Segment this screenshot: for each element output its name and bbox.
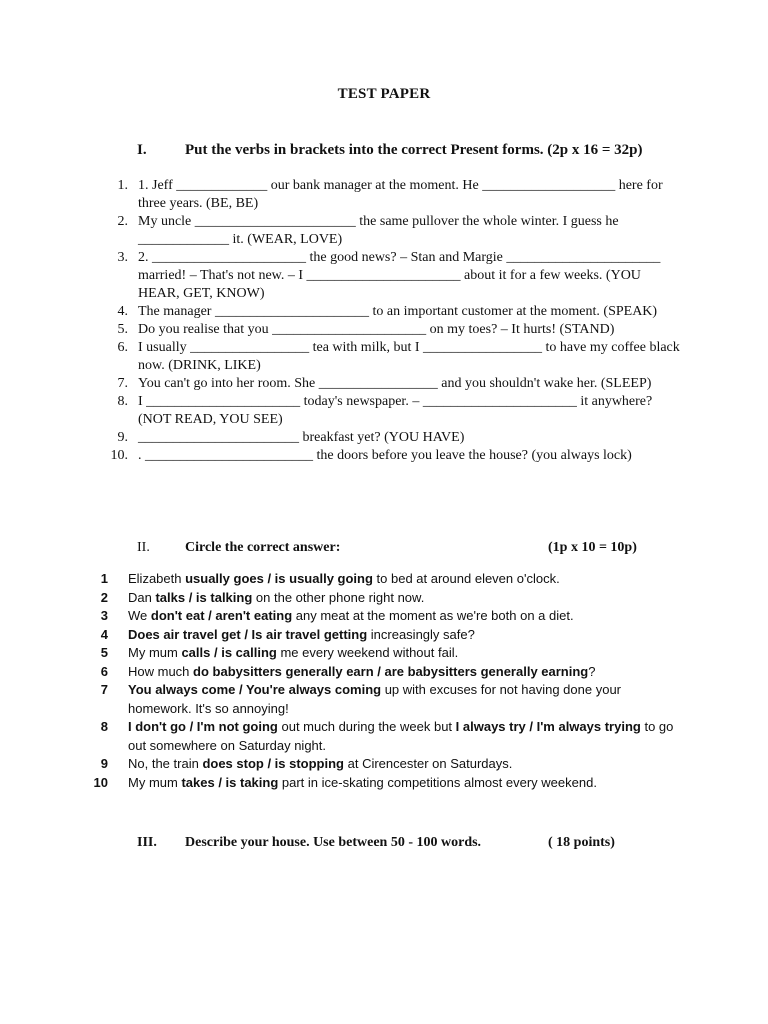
question-number: 10: [93, 774, 108, 790]
exercise-item: [100, 429, 685, 447]
answer-options[interactable]: does stop / is stopping: [202, 756, 344, 771]
exercise-item: [100, 303, 685, 321]
item-number: 5 .: [100, 321, 128, 339]
section-3-instruction: Describe your house. Use between 50 - 100 words.: [185, 835, 482, 850]
item-text: I ______________________ today's newspaper. – ______________________ it anywhere? (NOT READ, YOU SEE): [138, 394, 653, 427]
question-number: 1: [100, 571, 108, 586]
answer-options[interactable]: don't eat / aren't eating: [150, 608, 293, 623]
answer-options[interactable]: I don't go / I'm not going: [128, 719, 278, 734]
question-number: 8: [100, 719, 108, 734]
answer-options[interactable]: takes / is taking: [181, 774, 279, 790]
section-1-list: [100, 177, 685, 465]
question-text: We: [128, 608, 151, 623]
section-2-number: II.: [137, 540, 150, 555]
question-item: [80, 663, 680, 682]
answer-options[interactable]: Does air travel get / Is air travel getting: [128, 626, 368, 642]
question-item: [80, 774, 680, 793]
question-text: My mum: [128, 774, 182, 790]
item-text: Do you realise that you ______________________ on my toes? – It hurts! (STAND): [138, 322, 615, 337]
exercise-item: [100, 213, 685, 249]
exercise-item: [100, 375, 685, 393]
question-text: to go out somewhere on Saturday night.: [128, 719, 674, 753]
item-text: _______________________ breakfast yet? (YOU HAVE): [138, 430, 465, 445]
answer-options[interactable]: talks / is talking: [155, 589, 253, 605]
item-text: You can't go into her room. She _________________ and you shouldn't wake her. (SLEEP): [138, 376, 652, 391]
question-text: on the other phone right now.: [252, 589, 425, 605]
question-number: 6: [100, 663, 108, 679]
page-title: TEST PAPER: [337, 86, 431, 102]
question-item: [80, 626, 680, 645]
question-item: [80, 570, 680, 589]
item-text: My uncle _______________________ the same pullover the whole winter. I guess he _____________ it. (WEAR, LOVE): [138, 214, 619, 247]
item-text: 1. Jeff _____________ our bank manager at the moment. He ___________________ here for three years. (BE, BE): [138, 178, 663, 211]
exercise-item: [100, 177, 685, 213]
question-item: [80, 589, 680, 608]
question-number: 2: [100, 589, 108, 605]
exercise-item: [100, 249, 685, 303]
item-number: 7 .: [100, 375, 128, 393]
question-item: [80, 681, 680, 718]
question-text: up with excuses for not having done your homework. It's so annoying!: [128, 682, 622, 716]
question-number: 3: [100, 608, 108, 623]
exercise-item: [100, 321, 685, 339]
question-text: No, the train: [128, 756, 203, 771]
section-1-instruction: Put the verbs in brackets into the correct Present forms. (2p x 16 = 32p): [185, 142, 643, 158]
question-text: Elizabeth: [128, 571, 186, 586]
question-number: 9: [100, 756, 108, 771]
answer-options[interactable]: do babysitters generally earn / are babysitters generally earning: [193, 663, 589, 679]
question-number: 4: [100, 626, 108, 642]
answer-options[interactable]: You always come / You're always coming: [128, 682, 382, 697]
item-number: 9 .: [100, 429, 128, 447]
answer-options[interactable]: usually goes / is usually going: [185, 571, 373, 586]
section-1-number: I.: [137, 142, 147, 158]
question-number: 5: [100, 645, 108, 660]
section-2-points: (1p x 10 = 10p): [548, 540, 637, 555]
question-text: at Cirencester on Saturdays.: [344, 756, 513, 771]
question-text: me every weekend without fail.: [276, 645, 459, 660]
section-1-heading: [137, 142, 697, 162]
exercise-item: [100, 393, 685, 429]
exercise-item: [100, 339, 685, 375]
question-item: [80, 644, 680, 663]
item-number: 4 .: [100, 303, 128, 321]
section-3-heading: [137, 835, 657, 855]
item-number: 3 .: [100, 249, 128, 267]
question-text: to bed at around eleven o'clock.: [372, 571, 560, 586]
question-number: 7: [100, 682, 108, 697]
question-text: How much: [128, 663, 194, 679]
section-2-heading: [137, 540, 657, 560]
question-text: My mum: [128, 645, 182, 660]
question-text: part in ice-skating competitions almost every weekend.: [278, 774, 597, 790]
item-number: 10 .: [100, 447, 128, 465]
section-2-list: [80, 570, 680, 792]
section-3-number: III.: [137, 835, 157, 850]
section-2-instruction: Circle the correct answer:: [185, 540, 341, 555]
answer-options[interactable]: calls / is calling: [181, 645, 277, 660]
answer-options[interactable]: I always try / I'm always trying: [455, 719, 641, 734]
question-text: any meat at the moment as we're both on a diet.: [292, 608, 574, 623]
item-text: . ________________________ the doors before you leave the house? (you always lock): [138, 448, 632, 463]
item-text: I usually _________________ tea with milk, but I _________________ to have my coffee black now. (DRINK, LIKE): [138, 340, 680, 373]
question-text: out much during the week but: [277, 719, 456, 734]
question-text: Dan: [128, 589, 156, 605]
item-number: 8 .: [100, 393, 128, 411]
question-item: [80, 718, 680, 755]
question-item: [80, 755, 680, 774]
section-3-points: ( 18 points): [548, 835, 615, 850]
question-text: ?: [588, 663, 596, 679]
item-text: The manager ______________________ to an important customer at the moment. (SPEAK): [138, 304, 658, 319]
question-item: [80, 607, 680, 626]
question-text: increasingly safe?: [367, 626, 475, 642]
item-number: 1 .: [100, 177, 128, 195]
item-number: 6 .: [100, 339, 128, 357]
item-text: 2. ______________________ the good news? – Stan and Margie ______________________ married! – That's not new. – I ______________________ about it for a few weeks. (YOU HEAR, GET, KNOW): [138, 250, 661, 301]
item-number: 2 .: [100, 213, 128, 231]
exercise-item: [100, 447, 685, 465]
